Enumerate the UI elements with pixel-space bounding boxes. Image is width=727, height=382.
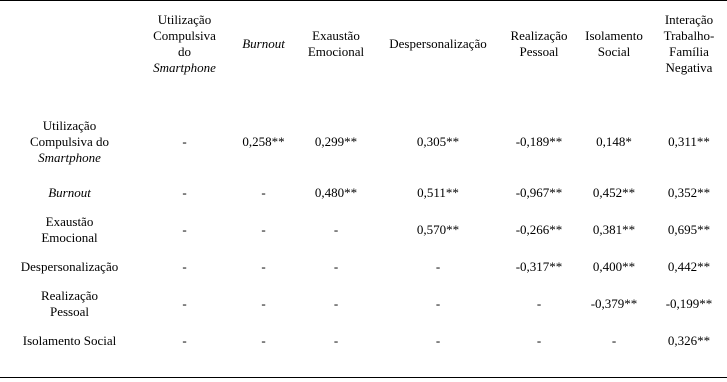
table-cell: -0,379** — [590, 296, 638, 311]
table-cell: - — [261, 185, 266, 200]
table-cell: - — [261, 333, 266, 348]
table-row — [0, 251, 727, 283]
table-cell: - — [182, 222, 187, 237]
header-line: Trabalho- — [663, 27, 715, 43]
table-cell: - — [435, 296, 441, 311]
table-cell: - — [536, 333, 542, 348]
row-label-line: Compulsiva do — [29, 134, 110, 149]
header-line: Família — [669, 43, 709, 59]
table-cell: 0,258** — [242, 134, 285, 149]
header-exaustao-emocional — [297, 1, 375, 86]
table-cell: -0,189** — [515, 134, 563, 149]
table-cell: 0,511** — [417, 185, 459, 200]
table-cell: 0,400** — [592, 259, 636, 274]
table-cell: -0,317** — [515, 259, 563, 274]
table-cell: - — [261, 296, 266, 311]
table-cell: -0,266** — [515, 222, 563, 237]
row-label-line: Realização — [40, 288, 98, 303]
row-label-line: Pessoal — [50, 304, 89, 319]
header-line: Exaustão — [312, 27, 360, 43]
table-cell: - — [182, 185, 187, 200]
table-cell: -0,199** — [665, 296, 713, 311]
header-line: Interação — [664, 11, 714, 27]
row-label: Burnout — [48, 185, 91, 200]
header-line: Utilização — [157, 11, 212, 27]
table-cell: - — [261, 259, 266, 274]
table-cell: -0,967** — [515, 185, 563, 200]
header-row — [0, 1, 727, 86]
header-realizacao-pessoal — [501, 1, 577, 86]
table-cell: 0,381** — [592, 222, 636, 237]
row-label: Isolamento Social — [22, 333, 117, 348]
table-row — [0, 325, 727, 357]
table-cell: 0,326** — [667, 333, 711, 348]
table-bottom-rule — [0, 377, 727, 378]
header-line: Compulsiva — [153, 27, 216, 43]
header-line: Negativa — [665, 59, 713, 75]
header-line: Isolamento — [585, 27, 643, 43]
table-cell: - — [182, 333, 187, 348]
table-cell: - — [611, 333, 617, 348]
table-cell: 0,452** — [592, 185, 636, 200]
table-cell: - — [333, 222, 339, 237]
table-cell: - — [333, 333, 339, 348]
row-label — [0, 107, 139, 177]
header-line: do — [178, 43, 191, 59]
table-cell: - — [333, 259, 339, 274]
row-label — [0, 209, 139, 251]
header-line: Realização — [510, 27, 568, 43]
table-cell: - — [182, 296, 187, 311]
table-cell: - — [333, 296, 339, 311]
table-cell: 0,480** — [314, 185, 358, 200]
table-cell: 0,352** — [667, 185, 711, 200]
row-label-line: Utilização — [42, 118, 97, 133]
header-isolamento-social — [577, 1, 651, 86]
row-label: Despersonalização — [20, 259, 119, 274]
table-cell: 0,442** — [667, 259, 711, 274]
table-cell: 0,311** — [668, 134, 710, 149]
table-row — [0, 107, 727, 177]
table-cell: 0,299** — [314, 134, 358, 149]
header-interacao-trabalho-familia — [651, 1, 727, 86]
table-cell: - — [182, 259, 187, 274]
header-burnout: Burnout — [242, 35, 285, 51]
row-label-line: Emocional — [41, 230, 98, 245]
header-utilizacao-compulsiva — [139, 1, 230, 86]
header-line: Emocional — [307, 43, 365, 59]
header-line: Social — [597, 43, 631, 59]
table-cell: - — [435, 259, 441, 274]
header-line: Smartphone — [153, 59, 216, 75]
row-label-line: Smartphone — [38, 150, 101, 165]
table-cell: 0,695** — [667, 222, 711, 237]
spacer-row — [0, 86, 727, 107]
header-blank-cell — [0, 1, 139, 86]
header-despersonalizacao: Despersonalização — [389, 35, 487, 51]
table-cell: 0,148* — [596, 134, 632, 149]
table-cell: - — [536, 296, 542, 311]
row-label — [0, 283, 139, 325]
table-cell: 0,305** — [416, 134, 460, 149]
row-label-line: Exaustão — [45, 214, 94, 229]
table-cell: - — [261, 222, 266, 237]
table-row — [0, 177, 727, 209]
header-line: Pessoal — [519, 43, 559, 59]
table-row — [0, 283, 727, 325]
table-cell: - — [435, 333, 441, 348]
correlation-table — [0, 1, 727, 357]
table-cell: 0,570** — [416, 222, 460, 237]
table-cell: - — [182, 134, 187, 149]
table-row — [0, 209, 727, 251]
